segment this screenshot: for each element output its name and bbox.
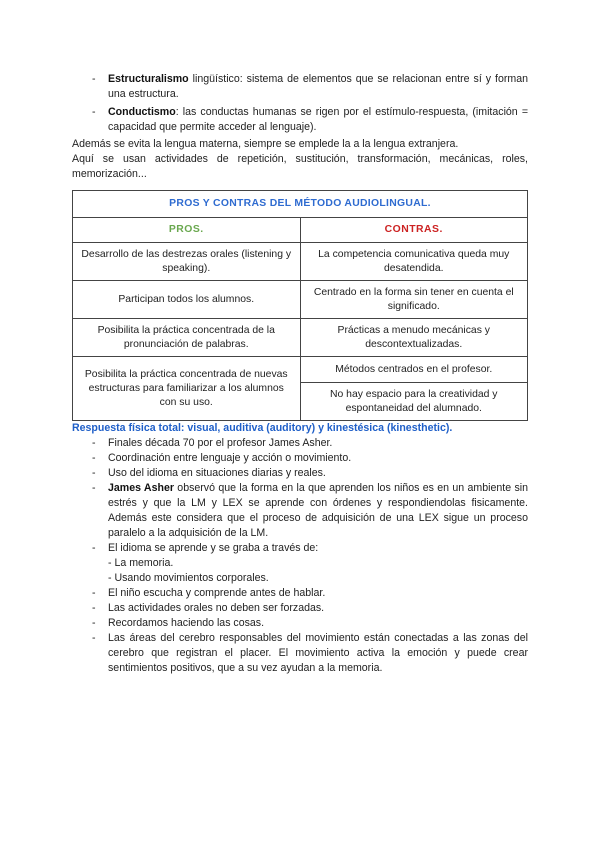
pros-cell: Desarrollo de las destrezas orales (listening y speaking). — [73, 243, 301, 281]
cons-cell: Centrado en la forma sin tener en cuenta el significado. — [300, 281, 528, 319]
theory-list — [90, 72, 528, 138]
term: Conductismo — [108, 106, 176, 118]
cons-cell: Prácticas a menudo mecánicas y descontextualizadas. — [300, 319, 528, 357]
sub-item: - Usando movimientos corporales. — [108, 572, 269, 584]
pros-cell: Posibilita la práctica concentrada de la pronunciación de palabras. — [73, 319, 301, 357]
item-text: lingüístico: sistema de elementos que se relacionan entre sí y forman una estructura. — [108, 73, 528, 100]
pros-cell: Participan todos los alumnos. — [73, 281, 301, 319]
paragraph-mother-tongue: Además se evita la lengua materna, siempre se emplede la a la lengua extranjera. — [72, 138, 459, 150]
pros-cell: Posibilita la práctica concentrada de nuevas estructuras para familiarizar a los alumnos con su uso. — [73, 357, 301, 421]
term: Estructuralismo — [108, 73, 189, 85]
list-item: - Coordinación entre lenguaje y acción o movimiento. — [90, 451, 528, 466]
tpr-section-title: Respuesta física total: visual, auditiva (auditory) y kinestésica (kinesthetic). — [72, 422, 453, 434]
list-item: - Recordamos haciendo las cosas. — [90, 616, 528, 631]
list-item: - Finales década 70 por el profesor James Asher. — [90, 436, 528, 451]
list-item: - Las áreas del cerebro responsables del movimiento están conectadas a las zonas del cerebro que registran el placer. El movimiento activa la emoción y puede crear sentimientos positivos, que a su vez ayudan a la memoria. — [90, 631, 528, 676]
list-item: - El niño escucha y comprende antes de hablar. — [90, 586, 528, 601]
list-item: - Las actividades orales no deben ser forzadas. — [90, 601, 528, 616]
list-item — [90, 105, 528, 135]
list-item — [90, 481, 528, 541]
cons-header: CONTRAS. — [300, 218, 528, 243]
list-item — [90, 541, 528, 586]
cons-cell: Métodos centrados en el profesor. — [300, 357, 528, 383]
cons-cell: La competencia comunicativa queda muy desatendida. — [300, 243, 528, 281]
table-title: PROS Y CONTRAS DEL MÉTODO AUDIOLINGUAL. — [73, 191, 528, 218]
tpr-list — [90, 436, 528, 676]
term: James Asher — [108, 482, 174, 494]
item-text: : las conductas humanas se rigen por el estímulo-respuesta, (imitación = capacidad que permite acceder al lenguaje). — [108, 106, 528, 133]
item-text: observó que la forma en la que aprenden los niños es en un ambiente sin estrés y que la LM y LEX se aprende con órdenes y respondiendolas fisicamente. Además este considera que el proceso de adquisición de una LEX sigue un proceso paralelo a la adquisición de la LM. — [108, 482, 528, 539]
paragraph-activities: Aquí se usan actividades de repetición, sustitución, transformación, mecánicas, roles, memorización... — [72, 153, 528, 180]
sub-item: - La memoria. — [108, 557, 174, 569]
item-text: El idioma se aprende y se graba a través de: — [108, 542, 319, 554]
list-item: - Uso del idioma en situaciones diarias y reales. — [90, 466, 528, 481]
pros-header: PROS. — [73, 218, 301, 243]
cons-cell: No hay espacio para la creatividad y espontaneidad del alumnado. — [300, 383, 528, 421]
pros-cons-table — [72, 190, 528, 421]
list-item — [90, 72, 528, 102]
